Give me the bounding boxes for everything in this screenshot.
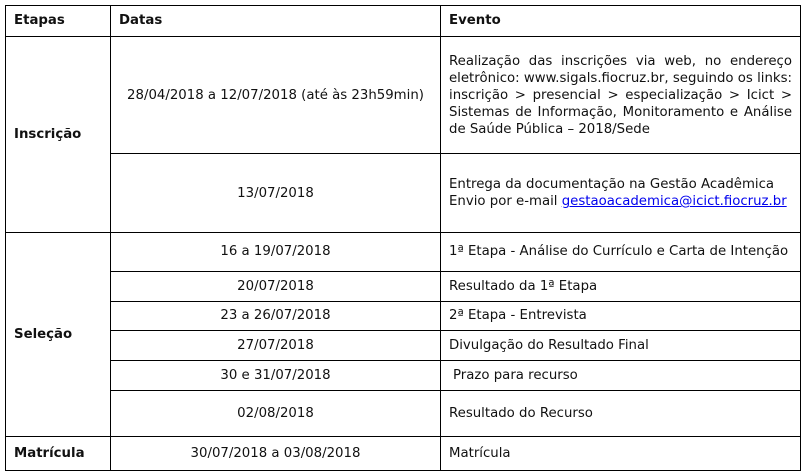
header-etapas: Etapas xyxy=(6,6,111,37)
evento-cell xyxy=(441,154,801,232)
header-evento: Evento xyxy=(441,6,801,37)
evento-cell: 1ª Etapa - Análise do Currículo e Carta de Intenção xyxy=(441,232,801,271)
schedule-table xyxy=(5,5,801,471)
table-row xyxy=(6,36,801,154)
email-link[interactable]: gestaoacademica@icict.fiocruz.br xyxy=(561,194,787,210)
data-cell: 02/08/2018 xyxy=(111,390,441,436)
evento-cell: Realização das inscrições via web, no endereço eletrônico: www.sigals.fiocruz.br, seguindo os links: inscrição > presencial > especialização > Icict > Sistemas de Informação, Monitoramento e Análise de Saúde Pública – 2018/Sede xyxy=(441,36,801,154)
data-cell: 13/07/2018 xyxy=(111,154,441,232)
etapa-selecao: Seleção xyxy=(6,232,111,436)
evento-text: Envio por e-mail xyxy=(449,194,562,210)
data-cell: 30 e 31/07/2018 xyxy=(111,360,441,390)
header-datas: Datas xyxy=(111,6,441,37)
data-cell: 16 a 19/07/2018 xyxy=(111,232,441,271)
evento-cell: Divulgação do Resultado Final xyxy=(441,330,801,360)
data-cell: 30/07/2018 a 03/08/2018 xyxy=(111,436,441,470)
evento-cell: 2ª Etapa - Entrevista xyxy=(441,301,801,330)
data-cell: 23 a 26/07/2018 xyxy=(111,301,441,330)
etapa-matricula: Matrícula xyxy=(6,436,111,470)
evento-line xyxy=(449,193,792,210)
evento-cell: Matrícula xyxy=(441,436,801,470)
table-row xyxy=(6,330,801,360)
table-row xyxy=(6,154,801,232)
data-cell: 27/07/2018 xyxy=(111,330,441,360)
table-row xyxy=(6,271,801,301)
data-cell: 28/04/2018 a 12/07/2018 (até às 23h59min) xyxy=(111,36,441,154)
table-row xyxy=(6,390,801,436)
evento-cell: Resultado da 1ª Etapa xyxy=(441,271,801,301)
etapa-inscricao: Inscrição xyxy=(6,36,111,232)
evento-cell: Resultado do Recurso xyxy=(441,390,801,436)
evento-text: Prazo para recurso xyxy=(453,367,578,383)
table-row xyxy=(6,232,801,271)
table-row xyxy=(6,436,801,470)
data-cell: 20/07/2018 xyxy=(111,271,441,301)
table-row xyxy=(6,360,801,390)
header-row xyxy=(6,6,801,37)
table-row xyxy=(6,301,801,330)
evento-cell xyxy=(441,360,801,390)
evento-line: Entrega da documentação na Gestão Acadêmica xyxy=(449,177,775,193)
